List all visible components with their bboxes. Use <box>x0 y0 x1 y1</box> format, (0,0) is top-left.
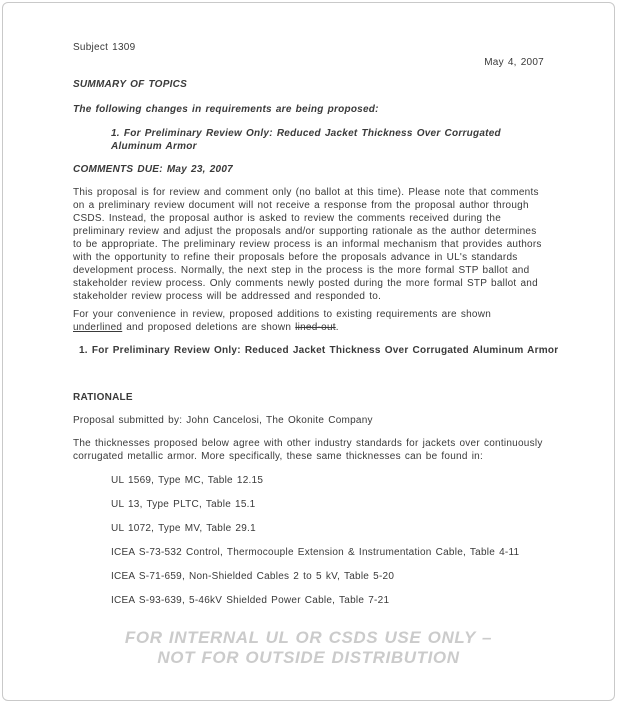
comments-due-line: COMMENTS DUE: May 23, 2007 <box>73 164 233 175</box>
reference-item: ICEA S-71-659, Non-Shielded Cables 2 to 5 kV, Table 5-20 <box>111 571 395 582</box>
reference-item: UL 13, Type PLTC, Table 15.1 <box>111 499 256 510</box>
watermark-line-1: FOR INTERNAL UL OR CSDS USE ONLY – <box>124 628 493 647</box>
convenience-note <box>73 308 544 334</box>
summary-of-topics-heading: SUMMARY OF TOPICS <box>73 79 188 90</box>
proposal-list-item: 1. For Preliminary Review Only: Reduced Jacket Thickness Over Corrugated Aluminum Armor <box>79 345 559 356</box>
rationale-heading: RATIONALE <box>73 392 133 403</box>
convenience-note-middle: and proposed deletions are shown <box>122 322 296 333</box>
underlined-word: underlined <box>73 322 123 333</box>
reference-item: ICEA S-93-639, 5-46kV Shielded Power Cable, Table 7-21 <box>111 595 390 606</box>
internal-use-watermark <box>73 628 544 668</box>
topic-list-item: 1. For Preliminary Review Only: Reduced Jacket Thickness Over Corrugated Aluminum Armor <box>111 128 501 152</box>
reference-item: ICEA S-73-532 Control, Thermocouple Extension & Instrumentation Cable, Table 4-11 <box>111 547 520 558</box>
reference-item: UL 1569, Type MC, Table 12.15 <box>111 475 264 486</box>
convenience-note-before: For your convenience in review, proposed additions to existing requirements are shown <box>73 309 492 320</box>
struck-word: lined-out <box>295 322 336 333</box>
convenience-note-after: . <box>335 322 339 333</box>
reference-item: UL 1072, Type MV, Table 29.1 <box>111 523 256 534</box>
rationale-paragraph: The thicknesses proposed below agree with other industry standards for jackets over continuously corrugated metallic armor. More specifically, these same thicknesses can be found in: <box>73 438 543 462</box>
submitted-by-line: Proposal submitted by: John Cancelosi, The Okonite Company <box>73 415 373 426</box>
subject-line: Subject 1309 <box>73 42 136 53</box>
proposed-changes-intro: The following changes in requirements are being proposed: <box>73 104 379 115</box>
reference-list <box>73 474 544 607</box>
disclaimer-paragraph: This proposal is for review and comment only (no ballot at this time). Please note that comments on a preliminary review document will not receive a response from the proposal author through CSDS. Instead, the proposal author is asked to review the comments received during the preliminary review and adjust the proposals and/or supporting rationale as the author determines to be appropriate. The preliminary review process is an informal mechanism that provides authors with the opportunity to refine their proposals before the proposals advance in UL's standards development process. Normally, the next step in the process is the more formal STP ballot and stakeholder review process. Only comments newly posted during the more formal STP ballot and stakeholder review process will be addressed and responded to. <box>73 187 542 302</box>
watermark-line-2: NOT FOR OUTSIDE DISTRIBUTION <box>157 648 460 667</box>
document-date: May 4, 2007 <box>484 57 544 68</box>
document-content <box>73 41 559 668</box>
document-page <box>2 2 615 701</box>
